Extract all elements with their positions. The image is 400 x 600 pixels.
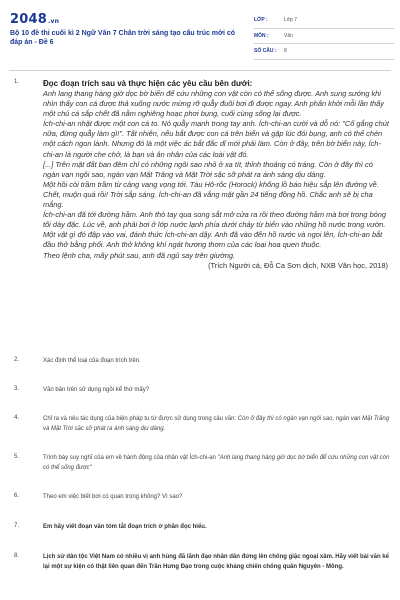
page-title: Bộ 10 đề thi cuối kì 2 Ngữ Văn 7 Chân trời sáng tạo cấu trúc mới có đáp án - Đề 6 — [10, 30, 236, 47]
question-text: Xác định thể loại của đoạn trích trên. — [43, 358, 141, 364]
passage-paragraph: Anh lang thang hàng giờ dọc bờ biển để cứu những con vật còn có thể sống được. Anh sung sướng khi nhìn thấy con cá được thả xuống nước mừng rỡ quẫy đuôi bơi đi được ngay. Anh phấn khởi mỗi lần thấy một chú cá sắp chết đã nằm nghiêng hoạc phơi bụng, cuối cùng sống lại được. — [43, 89, 384, 119]
passage-paragraph: Một hồi còi trầm trầm từ cảng vang vọng tới. Tàu Hô-rốc (Horock) khống lồ báo hiệu sắp lên đường về. Chết, muộn quá rồi! Trời sắp sáng. Ích-chi-an đã vắng mặt gần 24 tiếng đồng hồ. Chắc anh sẽ bị cha mắng. — [43, 179, 379, 210]
logo-text: 2048 — [10, 12, 47, 27]
reading-passage — [43, 89, 390, 271]
question-text: Em hãy viết đoạn văn tóm tắt đoạn trích ở phần đọc hiểu. — [43, 524, 207, 530]
site-logo[interactable] — [10, 12, 59, 27]
header-divider — [9, 70, 391, 71]
question-number: 5. — [14, 454, 20, 460]
meta-value: Lớp 7 — [284, 17, 298, 24]
passage-paragraph: Ích-chi-an đã tới đường hầm. Anh thò tay qua song sắt mở cửa ra rồi theo đường hầm mà bơi trong bóng tối dày đặc. Lúc về, anh phải bơi ở lớp nước lạnh phía dưới chảy từ biển vào những hồ nước trong vườn. — [43, 210, 387, 230]
exam-meta — [254, 13, 394, 60]
meta-row-count — [254, 44, 394, 60]
question-text — [43, 454, 390, 474]
question-text-main: Trình bày suy nghĩ của em về hành động của nhân vật Ích-chi-an — [43, 455, 216, 461]
question-number: 3. — [14, 386, 20, 392]
question-text-main: Chỉ ra và nêu tác dụng của biện pháp tu từ được sử dụng trong câu văn: — [43, 416, 237, 422]
question-instruction: Đọc đoạn trích sau và thực hiện các yêu cầu bên dưới: — [43, 79, 253, 88]
page-header — [0, 0, 400, 66]
meta-value: 8 — [284, 48, 287, 55]
question-quote: Còn ở đây thì có ngàn vạn ngôi sao, ngàn vạn Mặt Trăng và Mặt Trời sặc sỡ phát ra ánh sáng dịu dàng. — [43, 416, 390, 432]
question-number: 6. — [14, 493, 20, 499]
question-number: 1. — [14, 79, 20, 85]
question-text: Văn bản trên sử dụng ngôi kể thứ mấy? — [43, 387, 150, 393]
passage-paragraph: [...] Trên mặt đất ban đêm chỉ có những ngôi sao nhỏ ở xa tít, thỉnh thoảng có tráng. Còn ở đây thì có ngàn vạn ngôi sao, ngàn vạn Mặt Trăng và Mặt Trời sặc sỡ phát ra ánh sáng dịu dàng. — [43, 159, 373, 179]
question-quote: "Anh lang thang hàng giờ dọc bờ biển để cứu những con vật còn có thể sống được" — [43, 455, 390, 471]
meta-label: LỚP : — [254, 17, 268, 24]
question-number: 7. — [14, 523, 20, 529]
question-number: 8. — [14, 553, 20, 559]
passage-paragraph: Ích-chi-an nhặt được một con cá to. Nó quẫy mạnh trong tay anh. Ích-chi-an cười và dỗ nó: "Cố gắng chút nữa, đừng quẫy làm gì!". Tất nhiên, nếu bắt được con cá trên biển và gặp lúc đói bụng, anh có thể chén một cách ngon lành. Nhưng đó là một việc ác bắt đắc dĩ mới phải làm. Còn ở đây, trên bờ biển này, Ích-chi-an là người che chở, là bạn và ân nhân của các loài vật đó. — [43, 119, 389, 159]
passage-source: (Trích Người cá, Đỗ Ca Sơn dịch, NXB Văn học, 2018) — [208, 260, 388, 270]
meta-row-subject — [254, 29, 394, 45]
passage-paragraph: Một vật gì đó đập vào vai, đánh thức Ích-chi-an dậy. Anh đã vào đến hồ nước và ngoi lên, Ích-chi-an bắt đầu thở bằng phổi. Anh thở không khí ngát hương thơm của các loại hoa quen thuộc. — [43, 230, 383, 250]
logo-suffix: .vn — [47, 18, 60, 25]
question-number: 2. — [14, 357, 20, 363]
meta-value: Văn — [284, 32, 293, 39]
meta-label: MÔN : — [254, 32, 269, 39]
meta-label: SỐ CÂU : — [254, 48, 277, 55]
question-text — [43, 415, 390, 435]
passage-paragraph: Theo lệnh cha, mấy phút sau, anh đã ngủ say trên giường. — [43, 250, 235, 260]
question-text: Theo em việc biết bơi có quan trọng không? Vì sao? — [43, 494, 183, 500]
question-number: 4. — [14, 415, 20, 421]
question-text: Lịch sử dân tộc Việt Nam có nhiều vị anh hùng đã lãnh đạo nhân dân đứng lên chống giặc ngoại xâm. Hãy viết bài văn kể lại một sự kiện có thật liên quan đến Trần Hưng Đạo trong cuộc kháng chiến chống quân Nguyên - Mông. — [43, 554, 389, 570]
meta-row-class — [254, 13, 394, 29]
